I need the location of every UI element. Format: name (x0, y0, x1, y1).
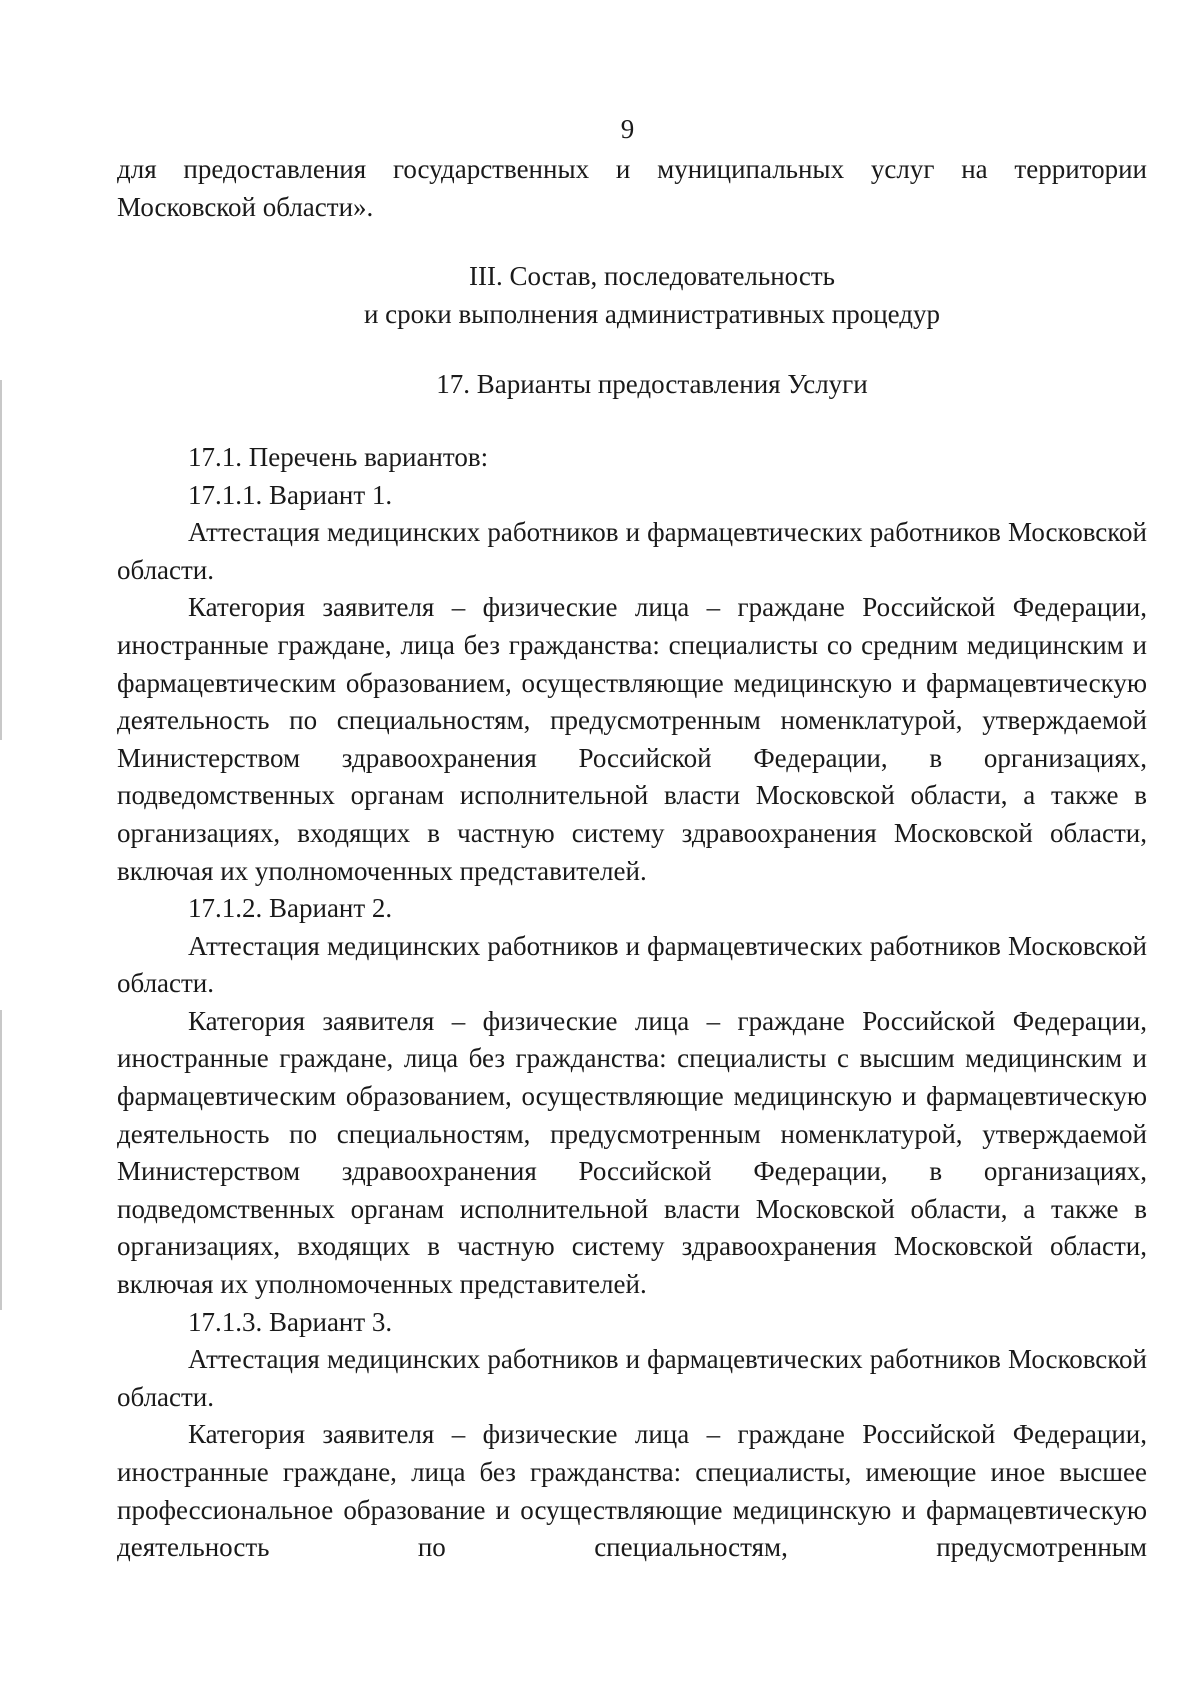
variant-heading: 17.1.1. Вариант 1. (188, 479, 393, 510)
page-number: 9 (620, 114, 635, 144)
variant-description: Аттестация медицинских работников и фармацевтических работников Московской области. (117, 930, 1147, 999)
intro-line-2: Московской области». (117, 191, 374, 222)
variant-heading: 17.1.2. Вариант 2. (188, 893, 393, 924)
variant-description: Аттестация медицинских работников и фармацевтических работников Московской области. (117, 517, 1147, 585)
scan-margin-artifact (0, 380, 2, 740)
intro-line-1: для предоставления государственных и муниципальных услуг на территории (117, 154, 1147, 184)
section-title-line-1: III. Состав, последовательность (469, 261, 835, 292)
variant-category: Категория заявителя – физические лица – граждане Российской Федерации, иностранные граждане, лица без гражданства: специалисты, имеющие иное высшее профессиональное образование и осуществляющие медицинскую и фармацевтическую деятельность по специальностям, предусмотренным (117, 1419, 1147, 1563)
scan-margin-artifact (0, 1010, 2, 1310)
section-heading (157, 258, 1147, 333)
document-body (117, 151, 1147, 1567)
variant-description: Аттестация медицинских работников и фармацевтических работников Московской области. (117, 1344, 1147, 1412)
variant-category: Категория заявителя – физические лица – граждане Российской Федерации, иностранные граждане, лица без гражданства: специалисты с высшим медицинским и фармацевтическим образованием, осуществляющие медицинскую и фармацевтическую деятельность по специальностям, предусмотренным номенклатурой, утверждаемой Министерством здравоохранения Российской Федерации, в организациях, подведомственных органам исполнительной власти Московской области, а также в организациях, входящих в частную систему здравоохранения Московской области, включая их уполномоченных представителей. (117, 1005, 1147, 1300)
variant-3 (117, 1304, 1147, 1567)
section-title-line-2: и сроки выполнения административных процедур (363, 298, 941, 329)
subsection-title: 17. Варианты предоставления Услуги (436, 369, 868, 400)
variant-heading: 17.1.3. Вариант 3. (188, 1306, 393, 1337)
variant-2 (117, 890, 1147, 1304)
list-title: 17.1. Перечень вариантов: (188, 441, 489, 472)
variant-category: Категория заявителя – физические лица – граждане Российской Федерации, иностранные граждане, лица без гражданства: специалисты со средним медицинским и фармацевтическим образованием, осуществляющие медицинскую и фармацевтическую деятельность по специальностям, предусмотренным номенклатурой, утверждаемой Министерством здравоохранения Российской Федерации, в организациях, подведомственных органам исполнительной власти Московской области, а также в организациях, входящих в частную систему здравоохранения Московской области, включая их уполномоченных представителей. (117, 592, 1147, 886)
variant-1 (117, 477, 1147, 891)
